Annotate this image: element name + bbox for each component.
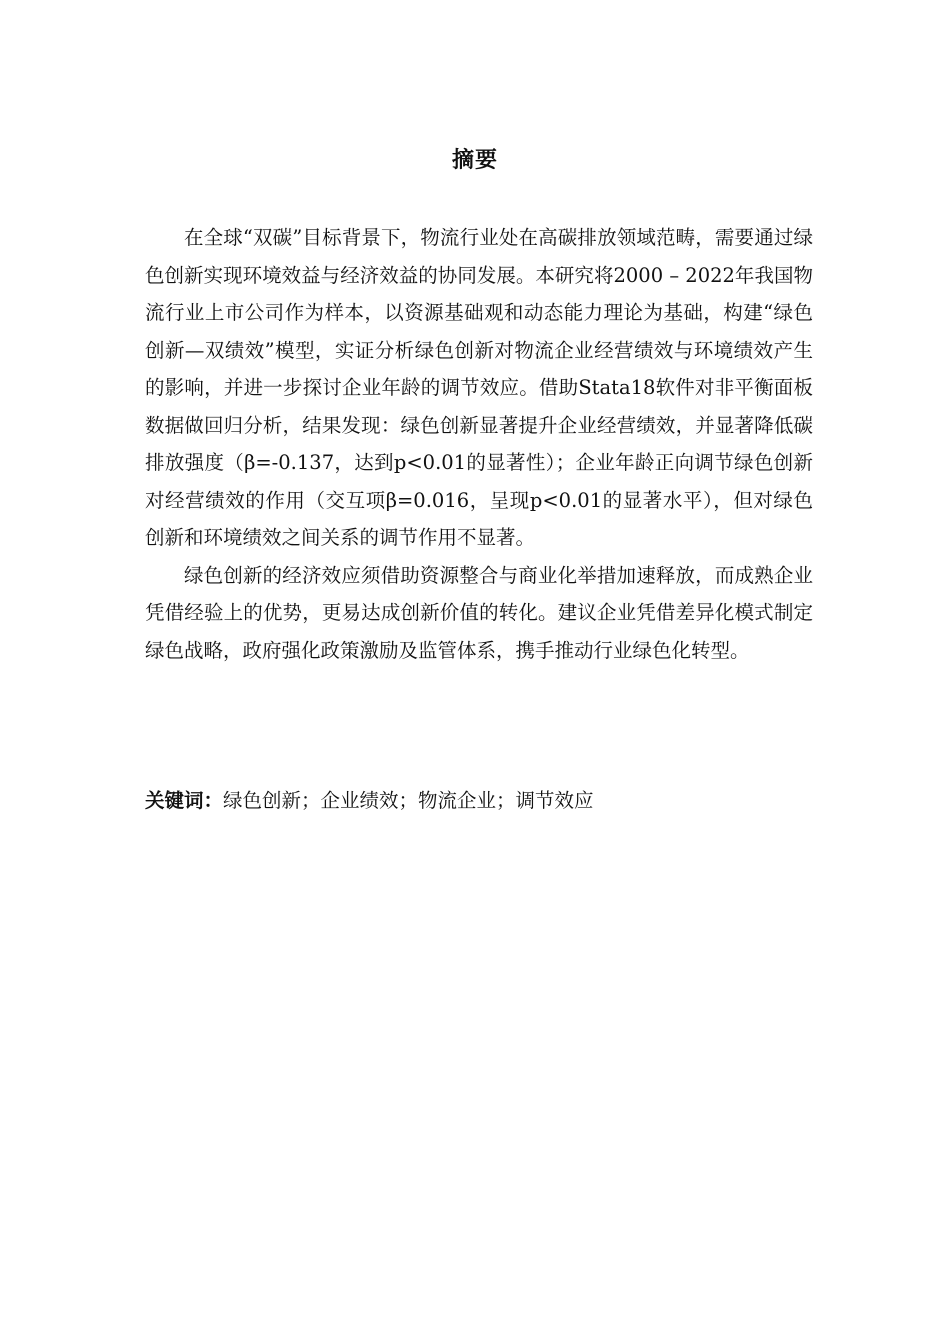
keywords-text: 绿色创新；企业绩效；物流企业；调节效应 [223,789,594,812]
abstract-paragraph-1: 在全球“双碳”目标背景下，物流行业处在高碳排放领域范畴，需要通过绿色创新实现环境效益与经济效益的协同发展。本研究将2000 – 2022年我国物流行业上市公司作为样本，以资源基础观和动态能力理论为基础，构建“绿色创新—双绩效”模型，实证分析绿色创新对物流企业经营绩效与环境绩效产生的影响，并进一步探讨企业年龄的调节效应。借助Stata18软件对非平衡面板数据做回归分析，结果发现：绿色创新显著提升企业经营绩效，并显著降低碳排放强度（β=-0.137，达到p<0.01的显著性）；企业年龄正向调节绿色创新对经营绩效的作用（交互项β=0.016，呈现p<0.01的显著水平），但对绿色创新和环境绩效之间关系的调节作用不显著。 [145,226,813,549]
abstract-title: 摘要 [451,148,498,173]
abstract-paragraph-2: 绿色创新的经济效应须借助资源整合与商业化举措加速释放，而成熟企业凭借经验上的优势，更易达成创新价值的转化。建议企业凭借差异化模式制定绿色战略，政府强化政策激励及监管体系，携手推动行业绿色化转型。 [145,563,813,662]
keywords-label: 关键词： [145,789,224,812]
abstract-body [145,219,813,669]
keywords-line [145,786,813,816]
